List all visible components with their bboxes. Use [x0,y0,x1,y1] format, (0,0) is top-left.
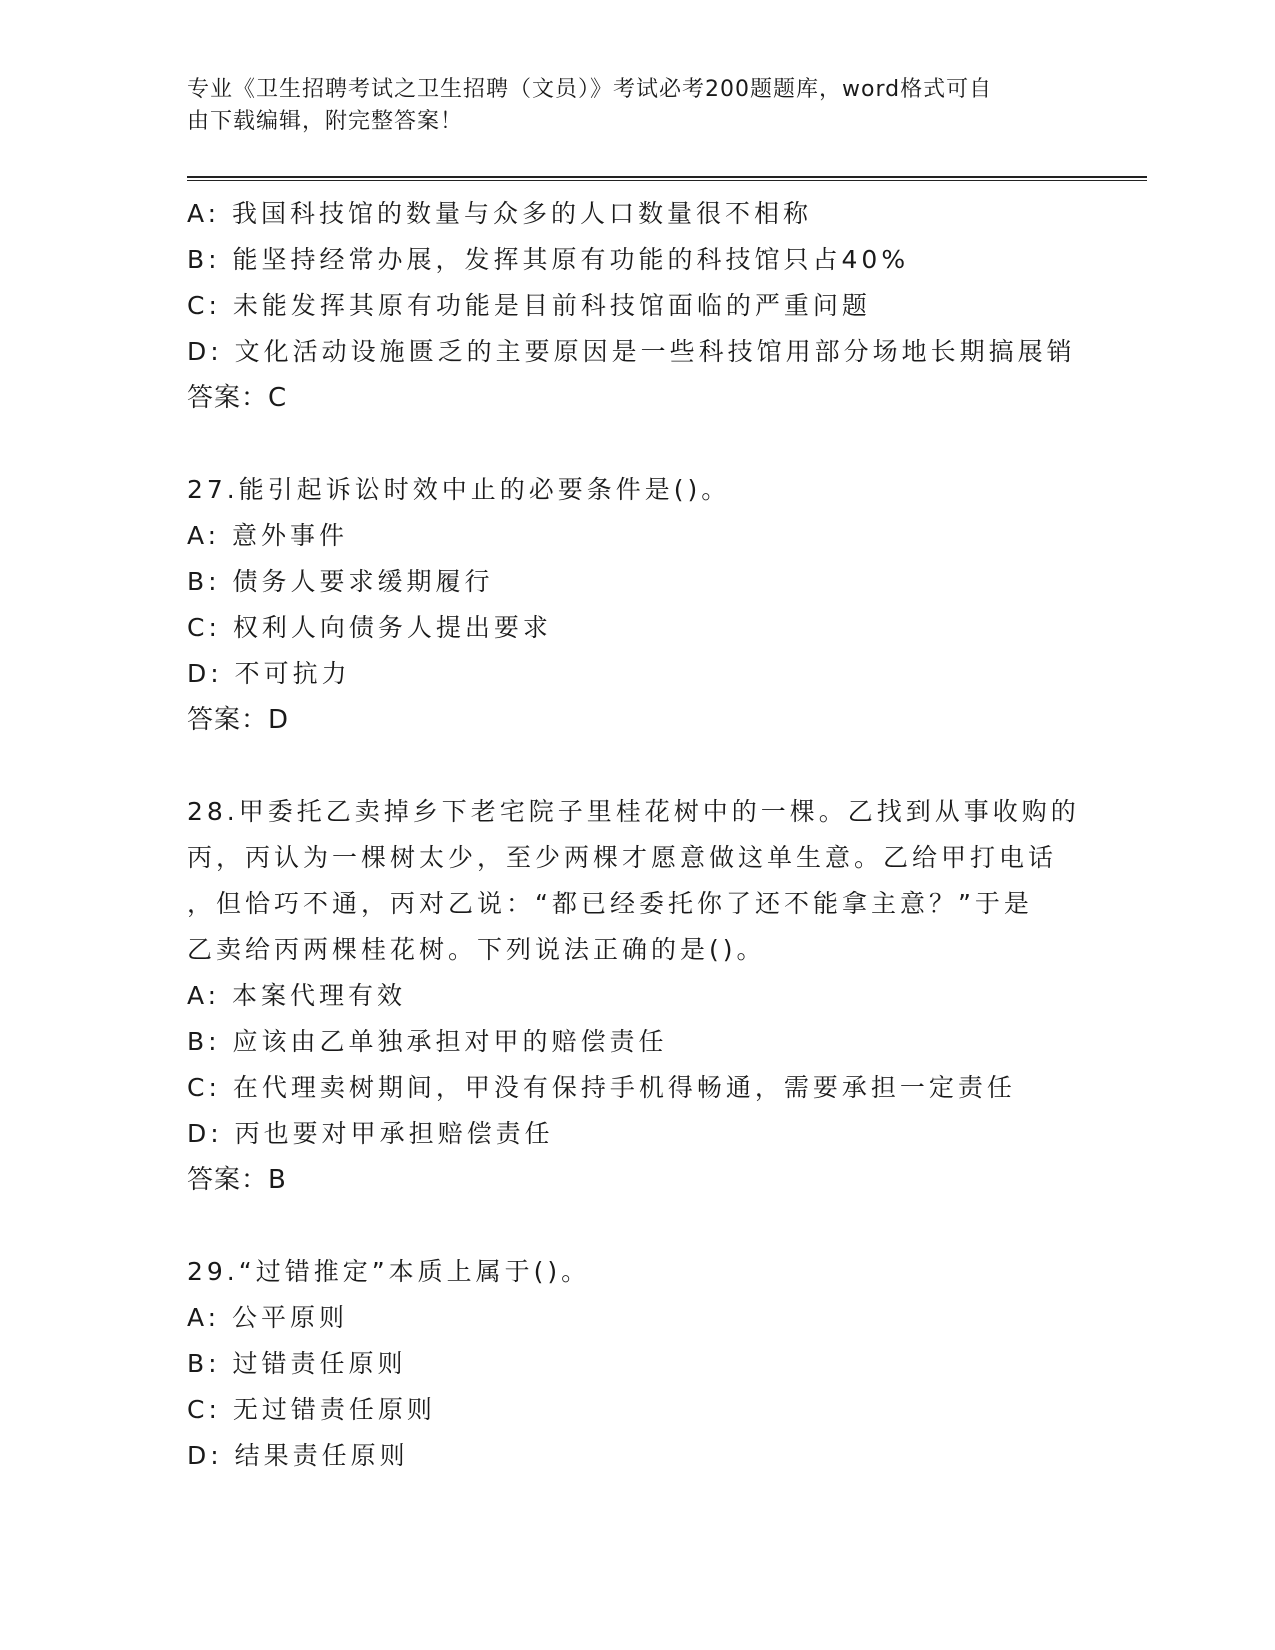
question-stem-line-1: 28.甲委托乙卖掉乡下老宅院子里桂花树中的一棵。乙找到从事收购的 [187,797,1080,826]
answer-line: 答案：B [187,1165,287,1195]
question-stem: 29.“过错推定”本质上属于()。 [187,1257,591,1286]
question-27 [187,467,1147,743]
spacer [187,743,1147,789]
option-a: A: 我国科技馆的数量与众多的人口数量很不相称 [187,199,813,228]
option-b: B: 债务人要求缓期履行 [187,567,494,596]
question-28 [187,789,1147,1203]
answer-line: 答案：D [187,705,290,735]
option-c: C: 未能发挥其原有功能是目前科技馆面临的严重问题 [187,291,871,320]
option-b: B: 过错责任原则 [187,1349,407,1378]
header-line-2: 由下载编辑，附完整答案！ [187,109,464,134]
header-divider [187,176,1147,181]
option-d: D: 文化活动设施匮乏的主要原因是一些科技馆用部分场地长期搞展销 [187,337,1076,366]
question-29 [187,1249,1147,1479]
option-d: D: 不可抗力 [187,659,351,688]
question-stem: 27.能引起诉讼时效中止的必要条件是()。 [187,475,731,504]
option-a: A: 意外事件 [187,521,349,550]
option-d: D: 丙也要对甲承担赔偿责任 [187,1119,554,1148]
option-c: C: 在代理卖树期间，甲没有保持手机得畅通，需要承担一定责任 [187,1073,1016,1102]
question-stem-line-4: 乙卖给丙两棵桂花树。下列说法正确的是()。 [187,935,766,964]
question-stem-line-2: 丙，丙认为一棵树太少，至少两棵才愿意做这单生意。乙给甲打电话 [187,843,1058,872]
option-b: B: 能坚持经常办展，发挥其原有功能的科技馆只占40% [187,245,910,274]
header-line-1: 专业《卫生招聘考试之卫生招聘（文员）》考试必考200题题库，word格式可自 [187,77,993,102]
document-header [187,74,1067,138]
spacer [187,421,1147,467]
question-stem-line-3: ，但恰巧不通，丙对乙说：“都已经委托你了还不能拿主意？”于是 [187,889,1033,918]
option-d: D: 结果责任原则 [187,1441,409,1470]
option-c: C: 无过错责任原则 [187,1395,436,1424]
question-26-partial [187,191,1147,421]
spacer [187,1203,1147,1249]
option-a: A: 公平原则 [187,1303,349,1332]
option-b: B: 应该由乙单独承担对甲的赔偿责任 [187,1027,668,1056]
option-c: C: 权利人向债务人提出要求 [187,613,552,642]
question-list [187,191,1147,1479]
option-a: A: 本案代理有效 [187,981,407,1010]
answer-line: 答案：C [187,383,288,413]
